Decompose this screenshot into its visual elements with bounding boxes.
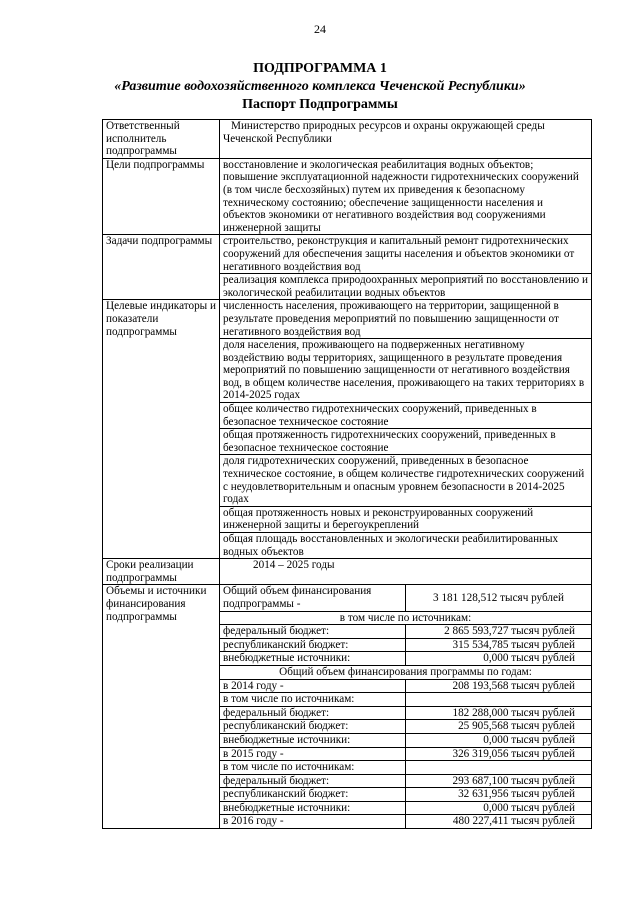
year-extra-value: 0,000 тысяч рублей (406, 801, 592, 815)
terms-value: 2014 – 2025 годы (220, 559, 592, 585)
indicator-item: общая площадь восстановленных и экологически реабилитированных водных объектов (223, 533, 559, 558)
funding-republic-row (220, 638, 591, 652)
year-republic-value: 32 631,956 тысяч рублей (406, 788, 592, 802)
by-sources-label: в том числе по источникам: (220, 611, 591, 625)
funding-label: Объемы и источники финансирования подпрограммы (103, 585, 220, 829)
year-row (220, 679, 591, 693)
republic-value: 315 534,785 тысяч рублей (406, 638, 592, 652)
year-value: 208 193,568 тысяч рублей (406, 679, 592, 693)
year-sources-label: в том числе по источникам: (220, 761, 406, 775)
indicators-value (220, 300, 592, 559)
year-federal-label: федеральный бюджет: (220, 706, 406, 720)
extra-label: внебюджетные источники: (220, 652, 406, 666)
year-extra-row (220, 733, 591, 747)
year-extra-label: внебюджетные источники: (220, 801, 406, 815)
funding-federal-row (220, 625, 591, 639)
republic-label: республиканский бюджет: (220, 638, 406, 652)
goals-value: восстановление и экологическая реабилитация водных объектов; повышение эксплуатационной надежности гидротехнических сооружений (в том числе бесхозяйных) путем их приведения к безопасному техническому состоянию; обеспечение защищенности населения и объектов экономики от негативного воздействия вод сооружениями инженерной защиты (220, 158, 592, 235)
indicator-item: общая протяженность гидротехнических сооружений, приведенных в безопасное техническое состояние (220, 429, 591, 455)
goals-label: Цели подпрограммы (103, 158, 220, 235)
task-item: строительство, реконструкция и капитальный ремонт гидротехнических сооружений для обеспечения защиты населения и объектов экономики от негативного воздействия вод (220, 235, 591, 274)
executor-value: Министерство природных ресурсов и охраны окружающей среды Чеченской Республики (220, 120, 592, 159)
indicator-item: общая протяженность новых и реконструированных сооружений инженерной защиты и берегоукреплений (220, 507, 591, 533)
federal-label: федеральный бюджет: (220, 625, 406, 639)
tasks-label: Задачи подпрограммы (103, 235, 220, 300)
row-executor (103, 120, 592, 159)
year-republic-row (220, 788, 591, 802)
funding-sources-heading (220, 611, 591, 625)
indicators-label: Целевые индикаторы и показатели подпрограммы (103, 300, 220, 559)
federal-value: 2 865 593,727 тысяч рублей (406, 625, 592, 639)
indicator-item: доля гидротехнических сооружений, приведенных в безопасное техническое состояние, в общем количестве гидротехнических сооружений с неудовлетворительным и опасным уровнем безопасности в 2014-2025 годах (220, 455, 591, 506)
tasks-value (220, 235, 592, 300)
funding-value (220, 585, 592, 829)
year-label: в 2014 году - (220, 679, 406, 693)
row-indicators (103, 300, 592, 559)
year-republic-value: 25 905,568 тысяч рублей (406, 720, 592, 734)
empty-cell (406, 761, 592, 775)
row-goals (103, 158, 592, 235)
funding-extra-row (220, 652, 591, 666)
year-value: 326 319,056 тысяч рублей (406, 747, 592, 761)
task-item: реализация комплекса природоохранных мероприятий по восстановлению и экологической реабилитации водных объектов (223, 274, 588, 299)
page-subtitle: «Развитие водохозяйственного комплекса Чеченской Республики» (114, 79, 526, 94)
passport-title: Паспорт Подпрограммы (242, 97, 398, 112)
year-sources-label: в том числе по источникам: (220, 693, 406, 707)
year-extra-value: 0,000 тысяч рублей (406, 733, 592, 747)
year-republic-row (220, 720, 591, 734)
year-federal-value: 293 687,100 тысяч рублей (406, 774, 592, 788)
by-years-label: Общий объем финансирования программы по годам: (220, 665, 591, 679)
year-value: 480 227,411 тысяч рублей (406, 815, 592, 828)
year-extra-row (220, 801, 591, 815)
year-label: в 2015 году - (220, 747, 406, 761)
indicator-item: общее количество гидротехнических сооружений, приведенных в безопасное техническое состояние (220, 403, 591, 429)
year-extra-label: внебюджетные источники: (220, 733, 406, 747)
year-sources-row (220, 761, 591, 775)
year-row (220, 815, 591, 828)
funding-total-label: Общий объем финансирования подпрограммы - (220, 585, 406, 611)
passport-table (102, 119, 592, 829)
funding-years-heading (220, 665, 591, 679)
funding-table (220, 585, 591, 828)
year-sources-row (220, 693, 591, 707)
indicator-item: численность населения, проживающего на территории, защищенной в результате проведения мероприятий по повышению защищенности от негативного воздействия вод (220, 300, 591, 339)
year-federal-label: федеральный бюджет: (220, 774, 406, 788)
year-republic-label: республиканский бюджет: (220, 720, 406, 734)
page-number: 24 (314, 22, 326, 36)
page-title: ПОДПРОГРАММА 1 (253, 61, 387, 76)
year-republic-label: республиканский бюджет: (220, 788, 406, 802)
terms-label: Сроки реализации подпрограммы (103, 559, 220, 585)
row-terms (103, 559, 592, 585)
year-federal-value: 182 288,000 тысяч рублей (406, 706, 592, 720)
year-label: в 2016 году - (220, 815, 406, 828)
extra-value: 0,000 тысяч рублей (406, 652, 592, 666)
year-federal-row (220, 774, 591, 788)
funding-total-row (220, 585, 591, 611)
executor-label: Ответственный исполнитель подпрограммы (103, 120, 220, 159)
row-tasks (103, 235, 592, 300)
year-federal-row (220, 706, 591, 720)
funding-total-value: 3 181 128,512 тысяч рублей (406, 585, 592, 611)
row-funding (103, 585, 592, 829)
empty-cell (406, 693, 592, 707)
year-row (220, 747, 591, 761)
indicator-item: доля населения, проживающего на подверженных негативному воздействию воды территориях, защищенного в результате проведения мероприятий по повышению защищенности от негативного воздействия вод, в общем количестве населения, проживающего на таких территориях в 2014-2025 годах (220, 339, 591, 403)
